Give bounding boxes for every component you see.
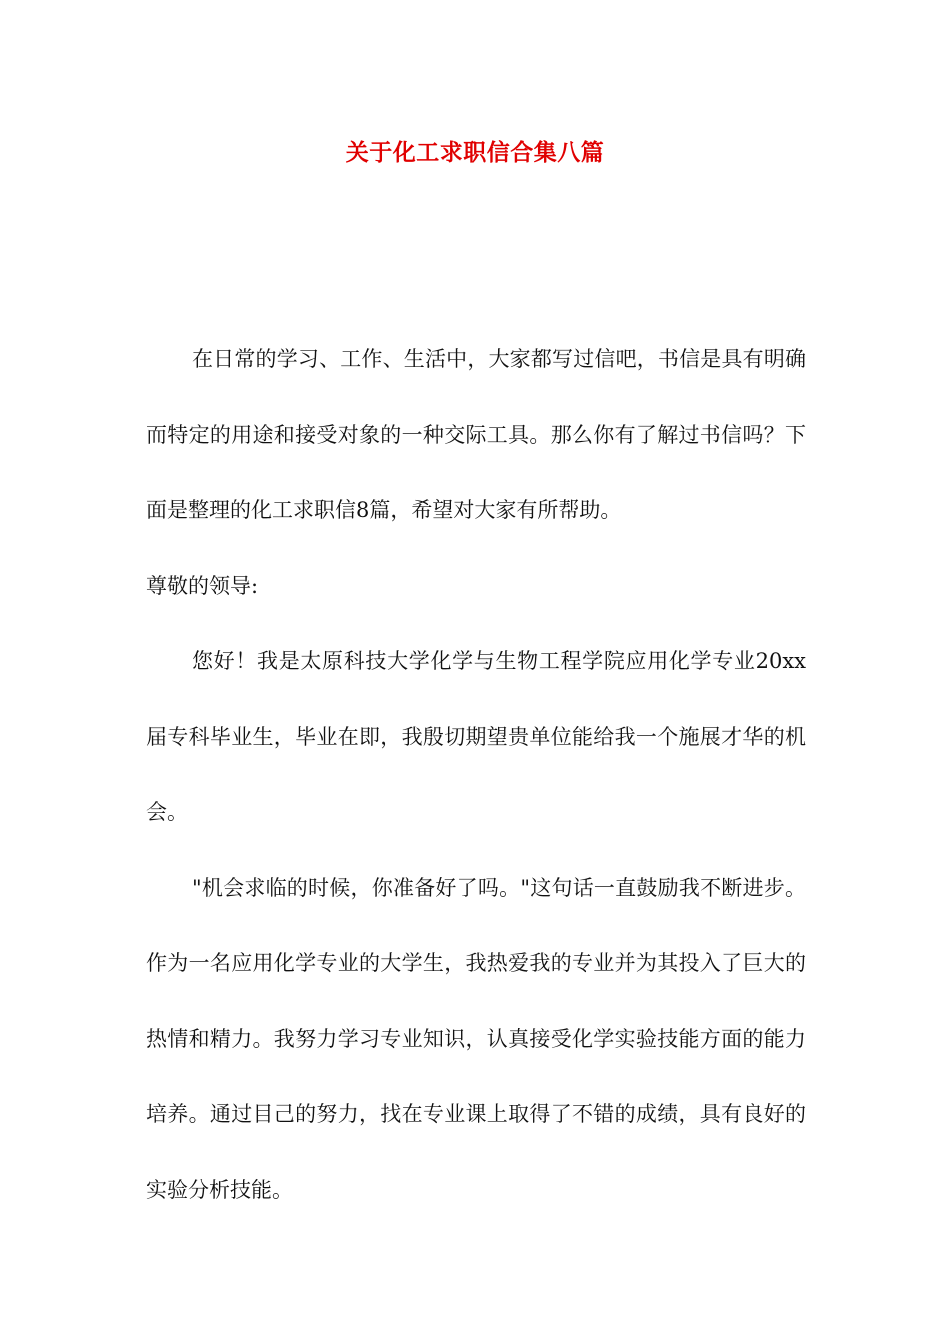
body-paragraph: "机会求临的时候，你准备好了吗。"这句话一直鼓励我不断进步。作为一名应用化学专业的大学生，我热爱我的专业并为其投入了巨大的热情和精力。我努力学习专业知识，认真接受化学实验技能方面的能力培养。通过目己的努力，找在专业课上取得了不错的成绩，具有良好的实验分析技能。 bbox=[146, 875, 806, 1202]
document-title: 关于化工求职信合集八篇 bbox=[345, 139, 605, 166]
salutation: 尊敬的领导: bbox=[146, 573, 259, 598]
intro-paragraph: 在日常的学习、工作、生活中，大家都写过信吧，书信是具有明确而特定的用途和接受对象的一种交际工具。那么你有了解过书信吗？下面是整理的化工求职信8篇，希望对大家有所帮助。 bbox=[146, 347, 806, 522]
greeting-paragraph: 您好！我是太原科技大学化学与生物工程学院应用化学专业20xx届专科毕业生，毕业在即，我殷切期望贵单位能给我一个施展才华的机会。 bbox=[146, 649, 806, 824]
document-body bbox=[146, 322, 806, 1228]
